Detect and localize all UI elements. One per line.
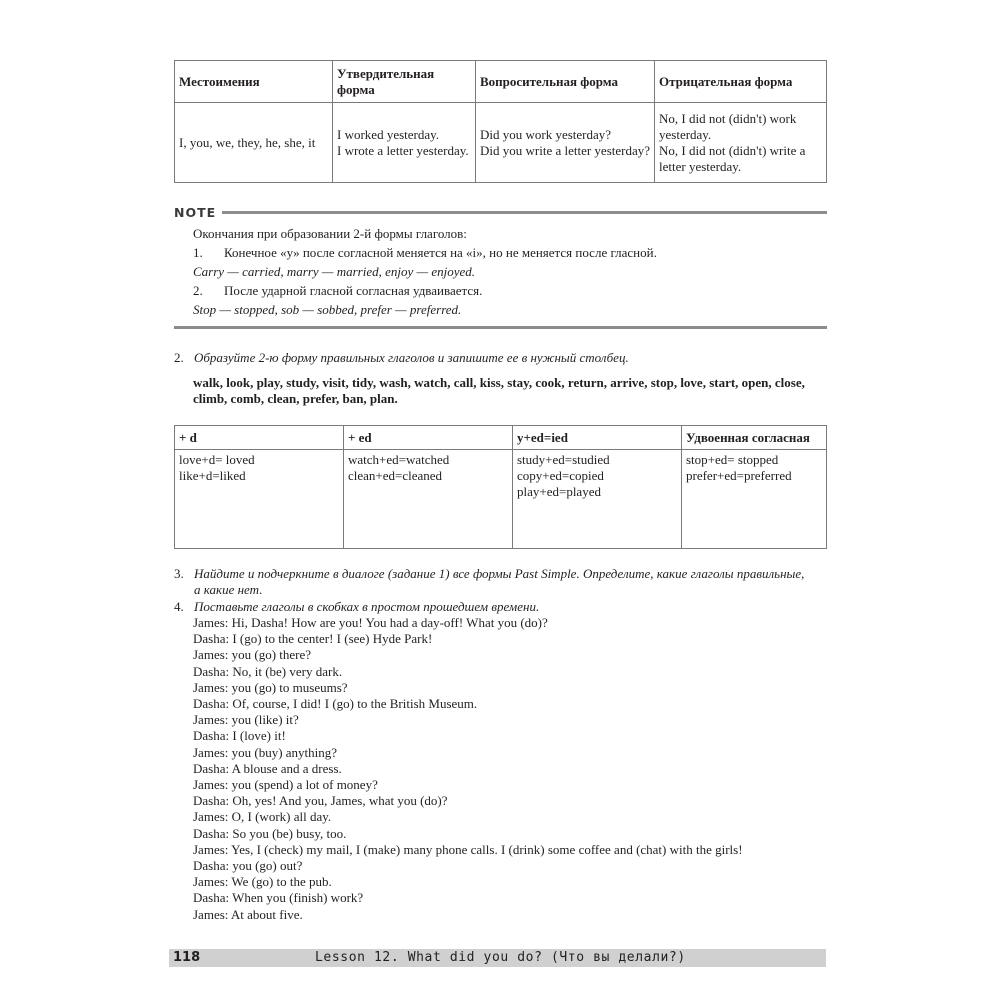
rule-text: Конечное «y» после согласной меняется на «i», но не меняется после гласной. xyxy=(224,245,657,260)
header-affirmative: Утвердительная форма xyxy=(333,61,476,103)
verb-entry: play+ed=played xyxy=(517,484,601,499)
verb-entry: copy+ed=copied xyxy=(517,468,604,483)
header-y-ied: y+ed=ied xyxy=(513,426,682,450)
task-text: Образуйте 2-ю форму правильных глаголов и запишите ее в нужный столбец. xyxy=(194,350,629,365)
dialog-line: Dasha: A blouse and a dress. xyxy=(193,760,342,776)
table-header-row xyxy=(175,426,827,450)
lesson-title: Lesson 12. What did you do? (Что вы делали?) xyxy=(315,950,686,965)
dialog-line: James: We (go) to the pub. xyxy=(193,874,332,890)
task-number: 3. xyxy=(174,566,184,581)
dialog-line: Dasha: I (go) to the center! I (see) Hyde Park! xyxy=(193,631,433,647)
note-rule xyxy=(193,243,823,262)
verb-list: walk, look, play, study, visit, tidy, wash, watch, call, kiss, stay, cook, return, arrive, stop, love, start, open, close, climb, comb, clean, prefer, ban, plan. xyxy=(193,375,805,406)
task-text: Поставьте глаголы в скобках в простом прошедшем времени. xyxy=(194,599,540,614)
past-simple-forms-table xyxy=(174,60,827,183)
rule-text: После ударной гласной согласная удваивается. xyxy=(224,283,483,298)
verb-entry: study+ed=studied xyxy=(517,452,610,467)
rule-example: Stop — stopped, sob — sobbed, prefer — preferred. xyxy=(193,302,462,317)
dialog-line: James: you (go) to museums? xyxy=(193,679,348,695)
task-line xyxy=(174,566,834,582)
note-body xyxy=(193,224,823,319)
header-plus-ed: + ed xyxy=(344,426,513,450)
rule-number: 1. xyxy=(193,245,203,260)
note-label: NOTE xyxy=(174,205,217,220)
header-pronouns: Местоимения xyxy=(175,61,333,103)
table-row xyxy=(175,103,827,183)
verb-entry: watch+ed=watched xyxy=(348,452,450,467)
dialog-line: James: you (like) it? xyxy=(193,712,299,728)
dialog-line: Dasha: Of, course, I did! I (go) to the British Museum. xyxy=(193,696,478,712)
dialog-line: James: you (buy) anything? xyxy=(193,744,338,760)
page-footer xyxy=(169,949,826,967)
interrogative-example: Did you work yesterday? xyxy=(480,126,612,142)
affirmative-example: I wrote a letter yesterday. xyxy=(337,142,469,158)
dialog-line: James: O, I (work) all day. xyxy=(193,809,332,825)
task-number: 4. xyxy=(174,599,184,614)
dialog-line: Dasha: No, it (be) very dark. xyxy=(193,663,343,679)
verb-entry: like+d=liked xyxy=(179,468,246,483)
dialog-line: Dasha: Oh, yes! And you, James, what you (do)? xyxy=(193,793,448,809)
verb-entry: prefer+ed=preferred xyxy=(686,468,792,483)
task-text-continued: а какие нет. xyxy=(194,582,263,597)
interrogative-example: Did you write a letter yesterday? xyxy=(480,142,651,158)
note-bottom-divider xyxy=(174,326,827,329)
dialog-line: James: you (go) there? xyxy=(193,647,312,663)
cell-y-ied xyxy=(513,450,682,549)
header-negative: Отрицательная форма xyxy=(655,61,827,103)
dialog-line: James: At about five. xyxy=(193,906,303,922)
dialog-line: James: you (spend) a lot of money? xyxy=(193,777,378,793)
task-text: Найдите и подчеркните в диалоге (задание 1) все формы Past Simple. Определите, какие глаголы правильные, xyxy=(194,566,805,581)
dialog-line: Dasha: When you (finish) work? xyxy=(193,890,364,906)
cell-negative xyxy=(655,103,827,183)
verb-forms-table xyxy=(174,425,827,549)
cell-plus-ed xyxy=(344,450,513,549)
note-intro: Окончания при образовании 2-й формы глаголов: xyxy=(193,226,467,241)
affirmative-example: I worked yesterday. xyxy=(337,126,440,142)
header-doubled-consonant: Удвоенная согласная xyxy=(682,426,827,450)
note-header xyxy=(174,205,827,221)
rule-example: Carry — carried, marry — married, enjoy — enjoyed. xyxy=(193,264,475,279)
cell-plus-d xyxy=(175,450,344,549)
page-number: 118 xyxy=(173,950,201,965)
note-divider xyxy=(222,211,827,214)
table-header-row xyxy=(175,61,827,103)
dialog-line: Dasha: So you (be) busy, too. xyxy=(193,825,347,841)
task-4-instruction xyxy=(174,599,834,615)
verb-entry: stop+ed= stopped xyxy=(686,452,779,467)
table-row xyxy=(175,450,827,549)
dialog-line: James: Hi, Dasha! How are you! You had a day-off! What you (do)? xyxy=(193,615,548,630)
cell-doubled-consonant xyxy=(682,450,827,549)
header-interrogative: Вопросительная форма xyxy=(476,61,655,103)
note-rule xyxy=(193,281,823,300)
cell-pronouns: I, you, we, they, he, she, it xyxy=(175,103,333,183)
cell-affirmative xyxy=(333,103,476,183)
dialog-line: Dasha: you (go) out? xyxy=(193,858,303,874)
header-plus-d: + d xyxy=(175,426,344,450)
task-number: 2. xyxy=(174,350,184,365)
dialog xyxy=(193,615,833,923)
verb-entry: clean+ed=cleaned xyxy=(348,468,443,483)
rule-number: 2. xyxy=(193,283,203,298)
dialog-line: James: Yes, I (check) my mail, I (make) many phone calls. I (drink) some coffee and (chat) with the girls! xyxy=(193,841,743,857)
task-3-instruction xyxy=(174,566,834,598)
verb-entry: love+d= loved xyxy=(179,452,255,467)
task-2-instruction xyxy=(174,350,834,366)
dialog-line: Dasha: I (love) it! xyxy=(193,728,286,744)
negative-example: No, I did not (didn't) write a letter yesterday. xyxy=(659,142,806,174)
negative-example: No, I did not (didn't) work yesterday. xyxy=(659,110,797,142)
cell-interrogative xyxy=(476,103,655,183)
